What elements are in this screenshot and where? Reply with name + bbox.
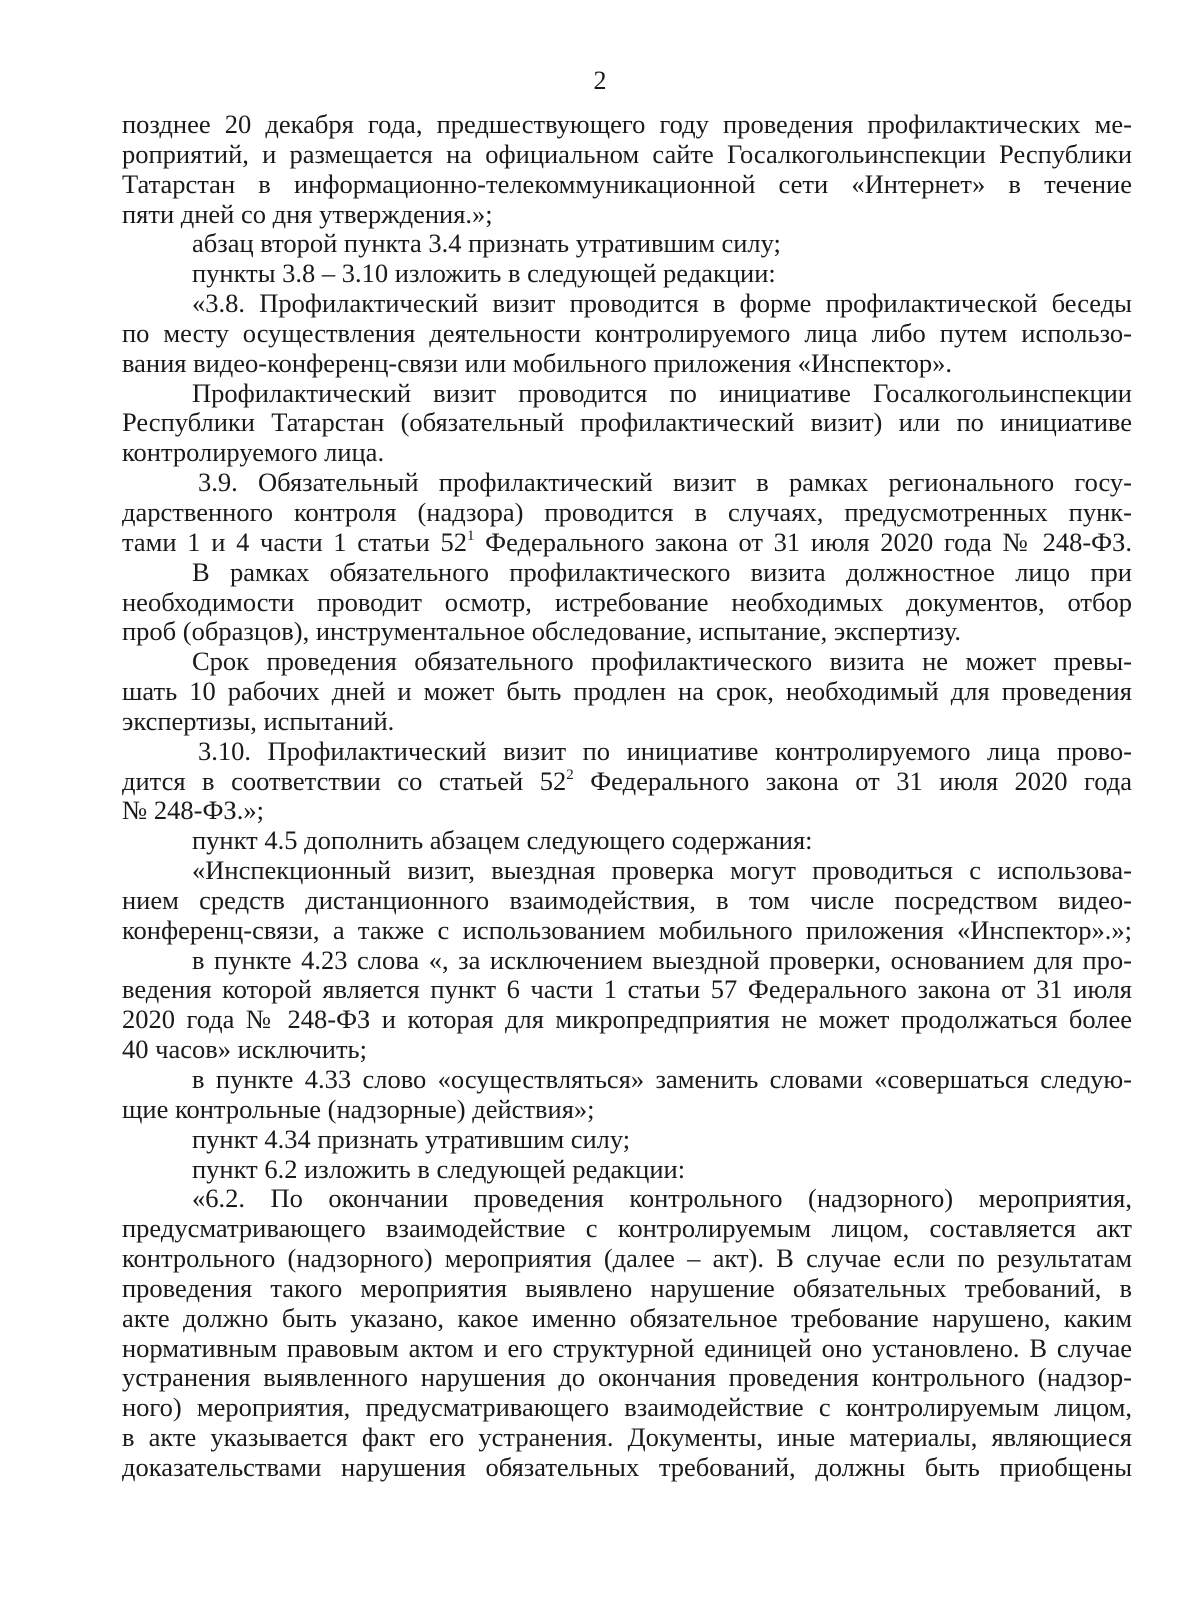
text-line <box>122 737 1132 767</box>
text-line <box>122 975 1132 1005</box>
text-line <box>122 259 1132 289</box>
text-line <box>122 767 1132 797</box>
text-line <box>122 468 1132 498</box>
text-line <box>122 528 1132 558</box>
text-line-main: «6.2. По окончании проведения контрольного (надзорного) мероприятия, <box>192 1183 1132 1214</box>
text-line-main: «3.8. Профилактический визит проводится в форме профилактической беседы <box>192 288 1132 319</box>
text-line-main: щие контрольные (надзорные) действия»; <box>122 1093 595 1124</box>
text-line-main: пункты 3.8 – 3.10 изложить в следующей редакции: <box>192 258 776 289</box>
text-line-main: шать 10 рабочих дней и может быть продлен на срок, необходимый для проведения <box>122 676 1132 707</box>
text-line <box>122 1214 1132 1244</box>
text-line-main: в пункте 4.33 слово «осуществляться» заменить словами «совершаться следую- <box>192 1064 1132 1094</box>
text-line <box>122 110 1132 140</box>
text-line-main: по месту осуществления деятельности контролируемого лица либо путем использо- <box>122 317 1132 348</box>
text-line <box>122 1304 1132 1334</box>
text-line-main: Профилактический визит проводится по инициативе Госалкогольинспекции <box>192 377 1132 408</box>
text-line-main: пункт 6.2 изложить в следующей редакции: <box>192 1153 686 1184</box>
text-line <box>122 140 1132 170</box>
text-line <box>122 319 1132 349</box>
text-line <box>122 1005 1132 1035</box>
text-line-main: предусматривающего взаимодействие с контролируемым лицом, составляется акт <box>122 1213 1132 1244</box>
text-line <box>122 1423 1132 1453</box>
text-line-continuation: Федерального закона от 31 июля 2020 года <box>573 765 1132 796</box>
text-line-main: тами 1 и 4 части 1 статьи 52 <box>122 526 467 557</box>
text-line <box>122 1363 1132 1393</box>
text-line <box>122 349 1132 379</box>
text-line <box>122 946 1132 976</box>
text-line-main: пяти дней со дня утверждения.»; <box>122 198 493 229</box>
text-line-main: дится в соответствии со статьей 52 <box>122 765 567 796</box>
text-line-main: 2020 года № 248-ФЗ и которая для микропредприятия не может продолжаться более <box>122 1004 1132 1035</box>
text-line-main: вания видео-конференц-связи или мобильного приложения «Инспектор». <box>122 347 953 378</box>
text-line-main: пункт 4.34 признать утратившим силу; <box>192 1123 631 1154</box>
text-line-main: нием средств дистанционного взаимодействия, в том числе посредством видео- <box>122 884 1132 915</box>
text-line-main: экспертизы, испытаний. <box>122 705 395 736</box>
text-line-main: «Инспекционный визит, выездная проверка могут проводиться с использова- <box>192 855 1132 886</box>
text-line <box>122 229 1132 259</box>
text-line-main: роприятий, и размещается на официальном сайте Госалкогольинспекции Республики <box>122 138 1132 169</box>
text-line-main: доказательствами нарушения обязательных требований, должны быть приобщены <box>122 1451 1132 1482</box>
text-line <box>122 1244 1132 1274</box>
text-line <box>122 1184 1132 1214</box>
text-line <box>122 856 1132 886</box>
text-line-continuation: Федерального закона от 31 июля 2020 года № 248-ФЗ. <box>474 526 1132 557</box>
text-line-main: абзац второй пункта 3.4 признать утратившим силу; <box>192 228 781 259</box>
text-line-main: проведения такого мероприятия выявлено нарушение обязательных требований, в <box>122 1272 1132 1303</box>
text-line-main: 3.9. Обязательный профилактический визит в рамках регионального госу- <box>198 467 1132 498</box>
text-line <box>122 916 1132 946</box>
text-line-main: в акте указывается факт его устранения. Документы, иные материалы, являющиеся <box>122 1422 1132 1453</box>
text-line-main: позднее 20 декабря года, предшествующего году проведения профилактических ме- <box>122 109 1132 139</box>
text-line <box>122 617 1132 647</box>
text-line-main: в пункте 4.23 слова «, за исключением выездной проверки, основанием для про- <box>192 944 1132 975</box>
text-line <box>122 588 1132 618</box>
text-line <box>122 289 1132 319</box>
text-line <box>122 498 1132 528</box>
text-line-main: пункт 4.5 дополнить абзацем следующего содержания: <box>192 825 813 856</box>
text-line <box>122 170 1132 200</box>
text-line-main: 3.10. Профилактический визит по инициативе контролируемого лица прово- <box>198 735 1132 766</box>
text-line-main: Республики Татарстан (обязательный профилактический визит) или по инициативе <box>122 407 1132 438</box>
text-line <box>122 1125 1132 1155</box>
superscript: 1 <box>467 527 475 544</box>
text-line <box>122 677 1132 707</box>
page-number: 2 <box>593 66 607 95</box>
text-line-main: проб (образцов), инструментальное обследование, испытание, экспертизу. <box>122 616 961 647</box>
text-line-main: нормативным правовым актом и его структурной единицей оно установлено. В случае <box>122 1332 1132 1363</box>
text-line <box>122 1453 1132 1483</box>
text-line-main: ного) мероприятия, предусматривающего взаимодействие с контролируемым лицом, <box>122 1392 1132 1423</box>
text-line <box>122 1274 1132 1304</box>
text-line-main: В рамках обязательного профилактического визита должностное лицо при <box>192 556 1132 587</box>
text-line-main: контрольного (надзорного) мероприятия (далее – акт). В случае если по результатам <box>122 1243 1132 1274</box>
text-line <box>122 1334 1132 1364</box>
text-line <box>122 647 1132 677</box>
superscript: 2 <box>566 766 574 783</box>
text-line-main: ведения которой является пункт 6 части 1 статьи 57 Федерального закона от 31 июля <box>122 974 1132 1005</box>
text-line <box>122 200 1132 230</box>
text-line <box>122 558 1132 588</box>
text-line <box>122 886 1132 916</box>
document-body <box>122 110 1132 1483</box>
text-line <box>122 707 1132 737</box>
text-line-main: Срок проведения обязательного профилактического визита не может превы- <box>192 646 1132 677</box>
text-line <box>122 826 1132 856</box>
text-line-main: конференц-связи, а также с использованием мобильного приложения «Инспектор».»; <box>122 914 1132 945</box>
text-line <box>122 1095 1132 1125</box>
text-line <box>122 408 1132 438</box>
text-line <box>122 1155 1132 1185</box>
text-line-main: дарственного контроля (надзора) проводится в случаях, предусмотренных пунк- <box>122 496 1132 527</box>
text-line <box>122 1035 1132 1065</box>
text-line <box>122 796 1132 826</box>
text-line-main: устранения выявленного нарушения до окончания проведения контрольного (надзор- <box>122 1362 1132 1393</box>
text-line-main: № 248-ФЗ.»; <box>122 795 264 826</box>
text-line-main: Татарстан в информационно-телекоммуникационной сети «Интернет» в течение <box>122 168 1132 199</box>
text-line <box>122 1393 1132 1423</box>
text-line <box>122 379 1132 409</box>
text-line <box>122 438 1132 468</box>
text-line-main: необходимости проводит осмотр, истребование необходимых документов, отбор <box>122 586 1132 617</box>
text-line-main: акте должно быть указано, какое именно обязательное требование нарушено, каким <box>122 1302 1132 1333</box>
text-line-main: 40 часов» исключить; <box>122 1034 367 1065</box>
text-line-main: контролируемого лица. <box>122 437 385 468</box>
text-line <box>122 1065 1132 1095</box>
